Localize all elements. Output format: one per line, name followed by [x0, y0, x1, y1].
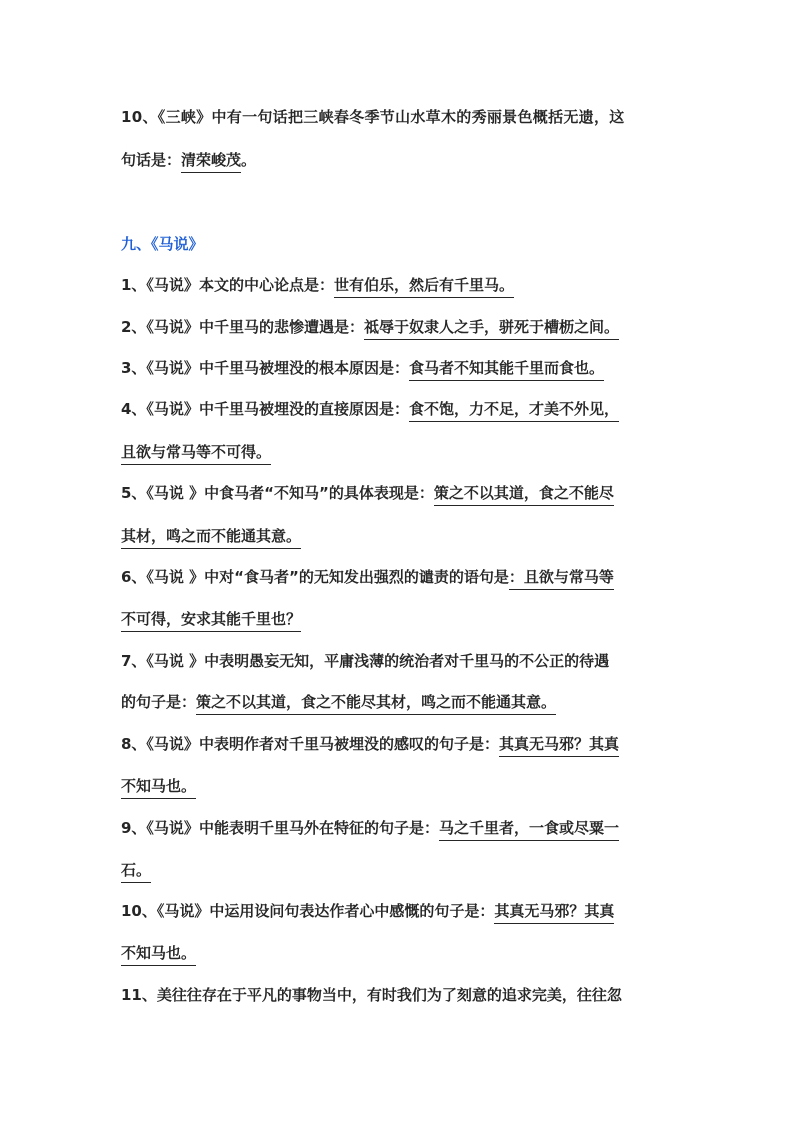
q11-line1: 11、美往往存在于平凡的事物当中，有时我们为了刻意的追求完美，往往忽	[121, 986, 622, 1004]
q3-line: 3、《马说》中千里马被埋没的根本原因是：食马者不知其能千里而食也。	[121, 357, 604, 379]
q5-line2	[121, 525, 301, 547]
q6-line1: 6、《马说 》中对“食马者”的无知发出强烈的谴责的语句是：且欲与常马等	[121, 566, 614, 588]
answer-blank: 不知马也。	[121, 944, 196, 966]
answer-blank: 且欲与常马等不可得。	[121, 443, 271, 465]
section-heading-ma-shuo: 九、《马说》	[121, 235, 204, 253]
q5-line1: 5、《马说 》中食马者“不知马”的具体表现是：策之不以其道，食之不能尽	[121, 482, 614, 504]
answer-blank: 不知马也。	[121, 777, 196, 799]
q8-line2	[121, 775, 196, 797]
answer-blank: 祗辱于奴隶人之手，骈死于槽枥之间。	[364, 318, 619, 340]
answer-blank: 石。	[121, 861, 151, 883]
answer-blank: 其材，鸣之而不能通其意。	[121, 527, 301, 549]
q1-line: 1、《马说》本文的中心论点是：世有伯乐，然后有千里马。	[121, 274, 514, 296]
q2-line: 2、《马说》中千里马的悲惨遭遇是：祗辱于奴隶人之手，骈死于槽枥之间。	[121, 316, 619, 338]
answer-blank: 其真无马邪？其真	[494, 902, 614, 924]
answer-blank: 策之不以其道，食之不能尽	[434, 484, 614, 506]
q10-line1: 10、《马说》中运用设问句表达作者心中感慨的句子是：其真无马邪？其真	[121, 900, 614, 922]
q7-line2: 的句子是：策之不以其道，食之不能尽其材，鸣之而不能通其意。	[121, 691, 556, 713]
answer-blank: ：且欲与常马等	[509, 568, 614, 590]
answer-blank: 食马者不知其能千里而食也。	[409, 359, 604, 381]
q9-line2	[121, 859, 151, 881]
answer-blank: 其真无马邪？其真	[499, 735, 619, 757]
answer-blank: 不可得，安求其能千里也？	[121, 610, 301, 632]
answer-blank: 世有伯乐，然后有千里马。	[334, 276, 514, 298]
answer-blank: 马之千里者，一食或尽粟一	[439, 819, 619, 841]
q4-line1: 4、《马说》中千里马被埋没的直接原因是：食不饱，力不足，才美不外见，	[121, 398, 619, 420]
q7-line1: 7、《马说 》中表明愚妄无知，平庸浅薄的统治者对千里马的不公正的待遇	[121, 652, 610, 670]
q8-line1: 8、《马说》中表明作者对千里马被埋没的感叹的句子是：其真无马邪？其真	[121, 733, 619, 755]
answer-blank: 策之不以其道，食之不能尽其材，鸣之而不能通其意。	[196, 693, 556, 715]
answer-blank: 食不饱，力不足，才美不外见，	[409, 400, 619, 422]
q10-sanxia-line1: 10、《三峡》中有一句话把三峡春冬季节山水草木的秀丽景色概括无遗，这	[121, 108, 625, 126]
q9-line1: 9、《马说》中能表明千里马外在特征的句子是：马之千里者，一食或尽粟一	[121, 817, 619, 839]
q4-line2	[121, 441, 271, 463]
answer-blank: 清荣峻茂	[181, 151, 241, 173]
q6-line2	[121, 608, 301, 630]
q10-sanxia-line2: 句话是：清荣峻茂。	[121, 149, 256, 171]
q10-line2	[121, 942, 196, 964]
